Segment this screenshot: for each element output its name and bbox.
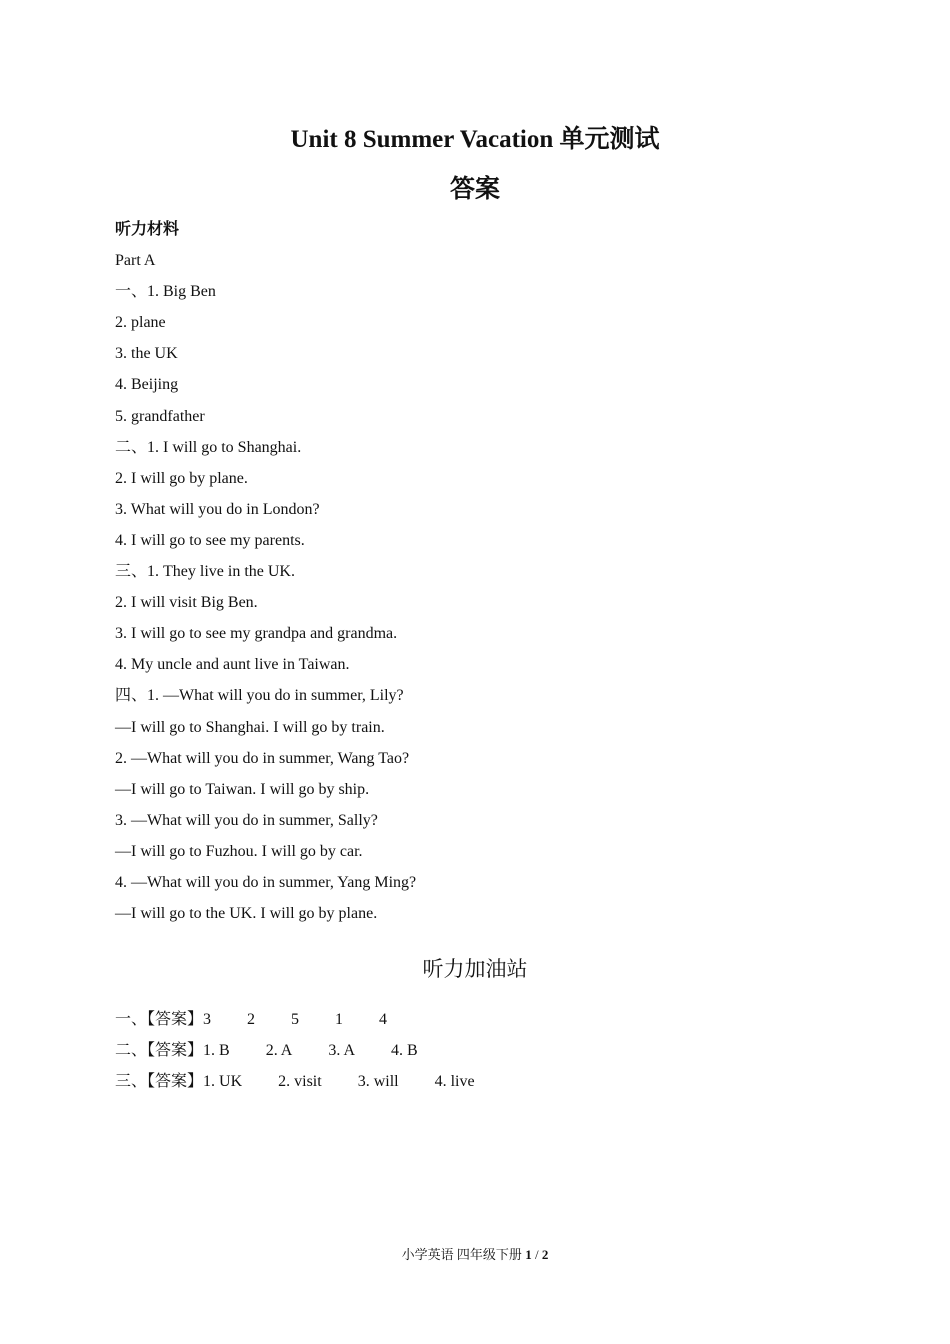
transcript-line: Part A [115,252,156,269]
transcript-line: 2. —What will you do in summer, Wang Tao? [115,749,410,767]
page-footer [0,1245,950,1265]
transcript-line: 4. Beijing [115,376,179,394]
transcript-line: 四、1. —What will you do in summer, Lily? [115,687,404,705]
transcript-line: —I will go to Shanghai. I will go by train. [115,718,385,736]
transcript-line: 3. —What will you do in summer, Sally? [115,811,378,829]
answer-item: 1. B [203,1042,230,1059]
answer-row [115,1009,387,1031]
answer-item: 2 [247,1011,256,1028]
footer-text: 小学英语 四年级下册 [401,1247,522,1262]
answer-item: 1. UK [203,1073,243,1090]
transcript-line: 5. grandfather [115,407,205,425]
transcript-line: 4. —What will you do in summer, Yang Ming? [115,874,417,891]
transcript-line: 二、1. I will go to Shanghai. [115,438,302,456]
section-label-listening: 听力材料 [115,221,180,238]
transcript-line: —I will go to the UK. I will go by plane. [115,905,378,923]
document-title: Unit 8 Summer Vacation 单元测试 [290,126,660,153]
answer-row-prefix: 一、【答案】 [115,1011,204,1028]
answer-item: 4. B [391,1042,418,1059]
transcript-line: 2. I will visit Big Ben. [115,594,258,612]
transcript-line: 3. I will go to see my grandpa and grandma. [115,625,398,643]
answer-item: 1 [335,1011,344,1028]
answer-row [115,1040,418,1062]
transcript-line: 一、1. Big Ben [115,283,216,301]
page-number-current: 1 [525,1247,532,1262]
answer-item: 3. A [328,1042,356,1059]
answer-item: 3. will [357,1073,399,1090]
page-number-total: 2 [541,1247,549,1262]
transcript-line: 2. plane [115,314,166,332]
answers-heading: 听力加油站 [422,957,528,981]
answer-item: 4 [379,1011,388,1028]
answer-item: 4. live [434,1073,475,1090]
transcript-line: 三、1. They live in the UK. [115,563,295,580]
answer-row-prefix: 三、【答案】 [115,1073,204,1090]
transcript-line: 3. What will you do in London? [115,500,320,518]
answer-row-prefix: 二、【答案】 [115,1042,204,1059]
page-separator: / [534,1247,539,1262]
answer-item: 2. visit [278,1073,322,1090]
document-subtitle: 答案 [449,176,500,203]
answer-row [115,1071,475,1093]
transcript-line: —I will go to Taiwan. I will go by ship. [115,780,370,798]
transcript-line: 3. the UK [115,345,178,363]
transcript-line: —I will go to Fuzhou. I will go by car. [115,842,363,860]
transcript-line: 4. I will go to see my parents. [115,531,305,549]
answer-item: 5 [291,1011,300,1028]
answer-item: 3 [203,1011,212,1028]
transcript-line: 2. I will go by plane. [115,469,248,487]
answer-item: 2. A [265,1042,293,1059]
transcript-line: 4. My uncle and aunt live in Taiwan. [115,656,350,674]
